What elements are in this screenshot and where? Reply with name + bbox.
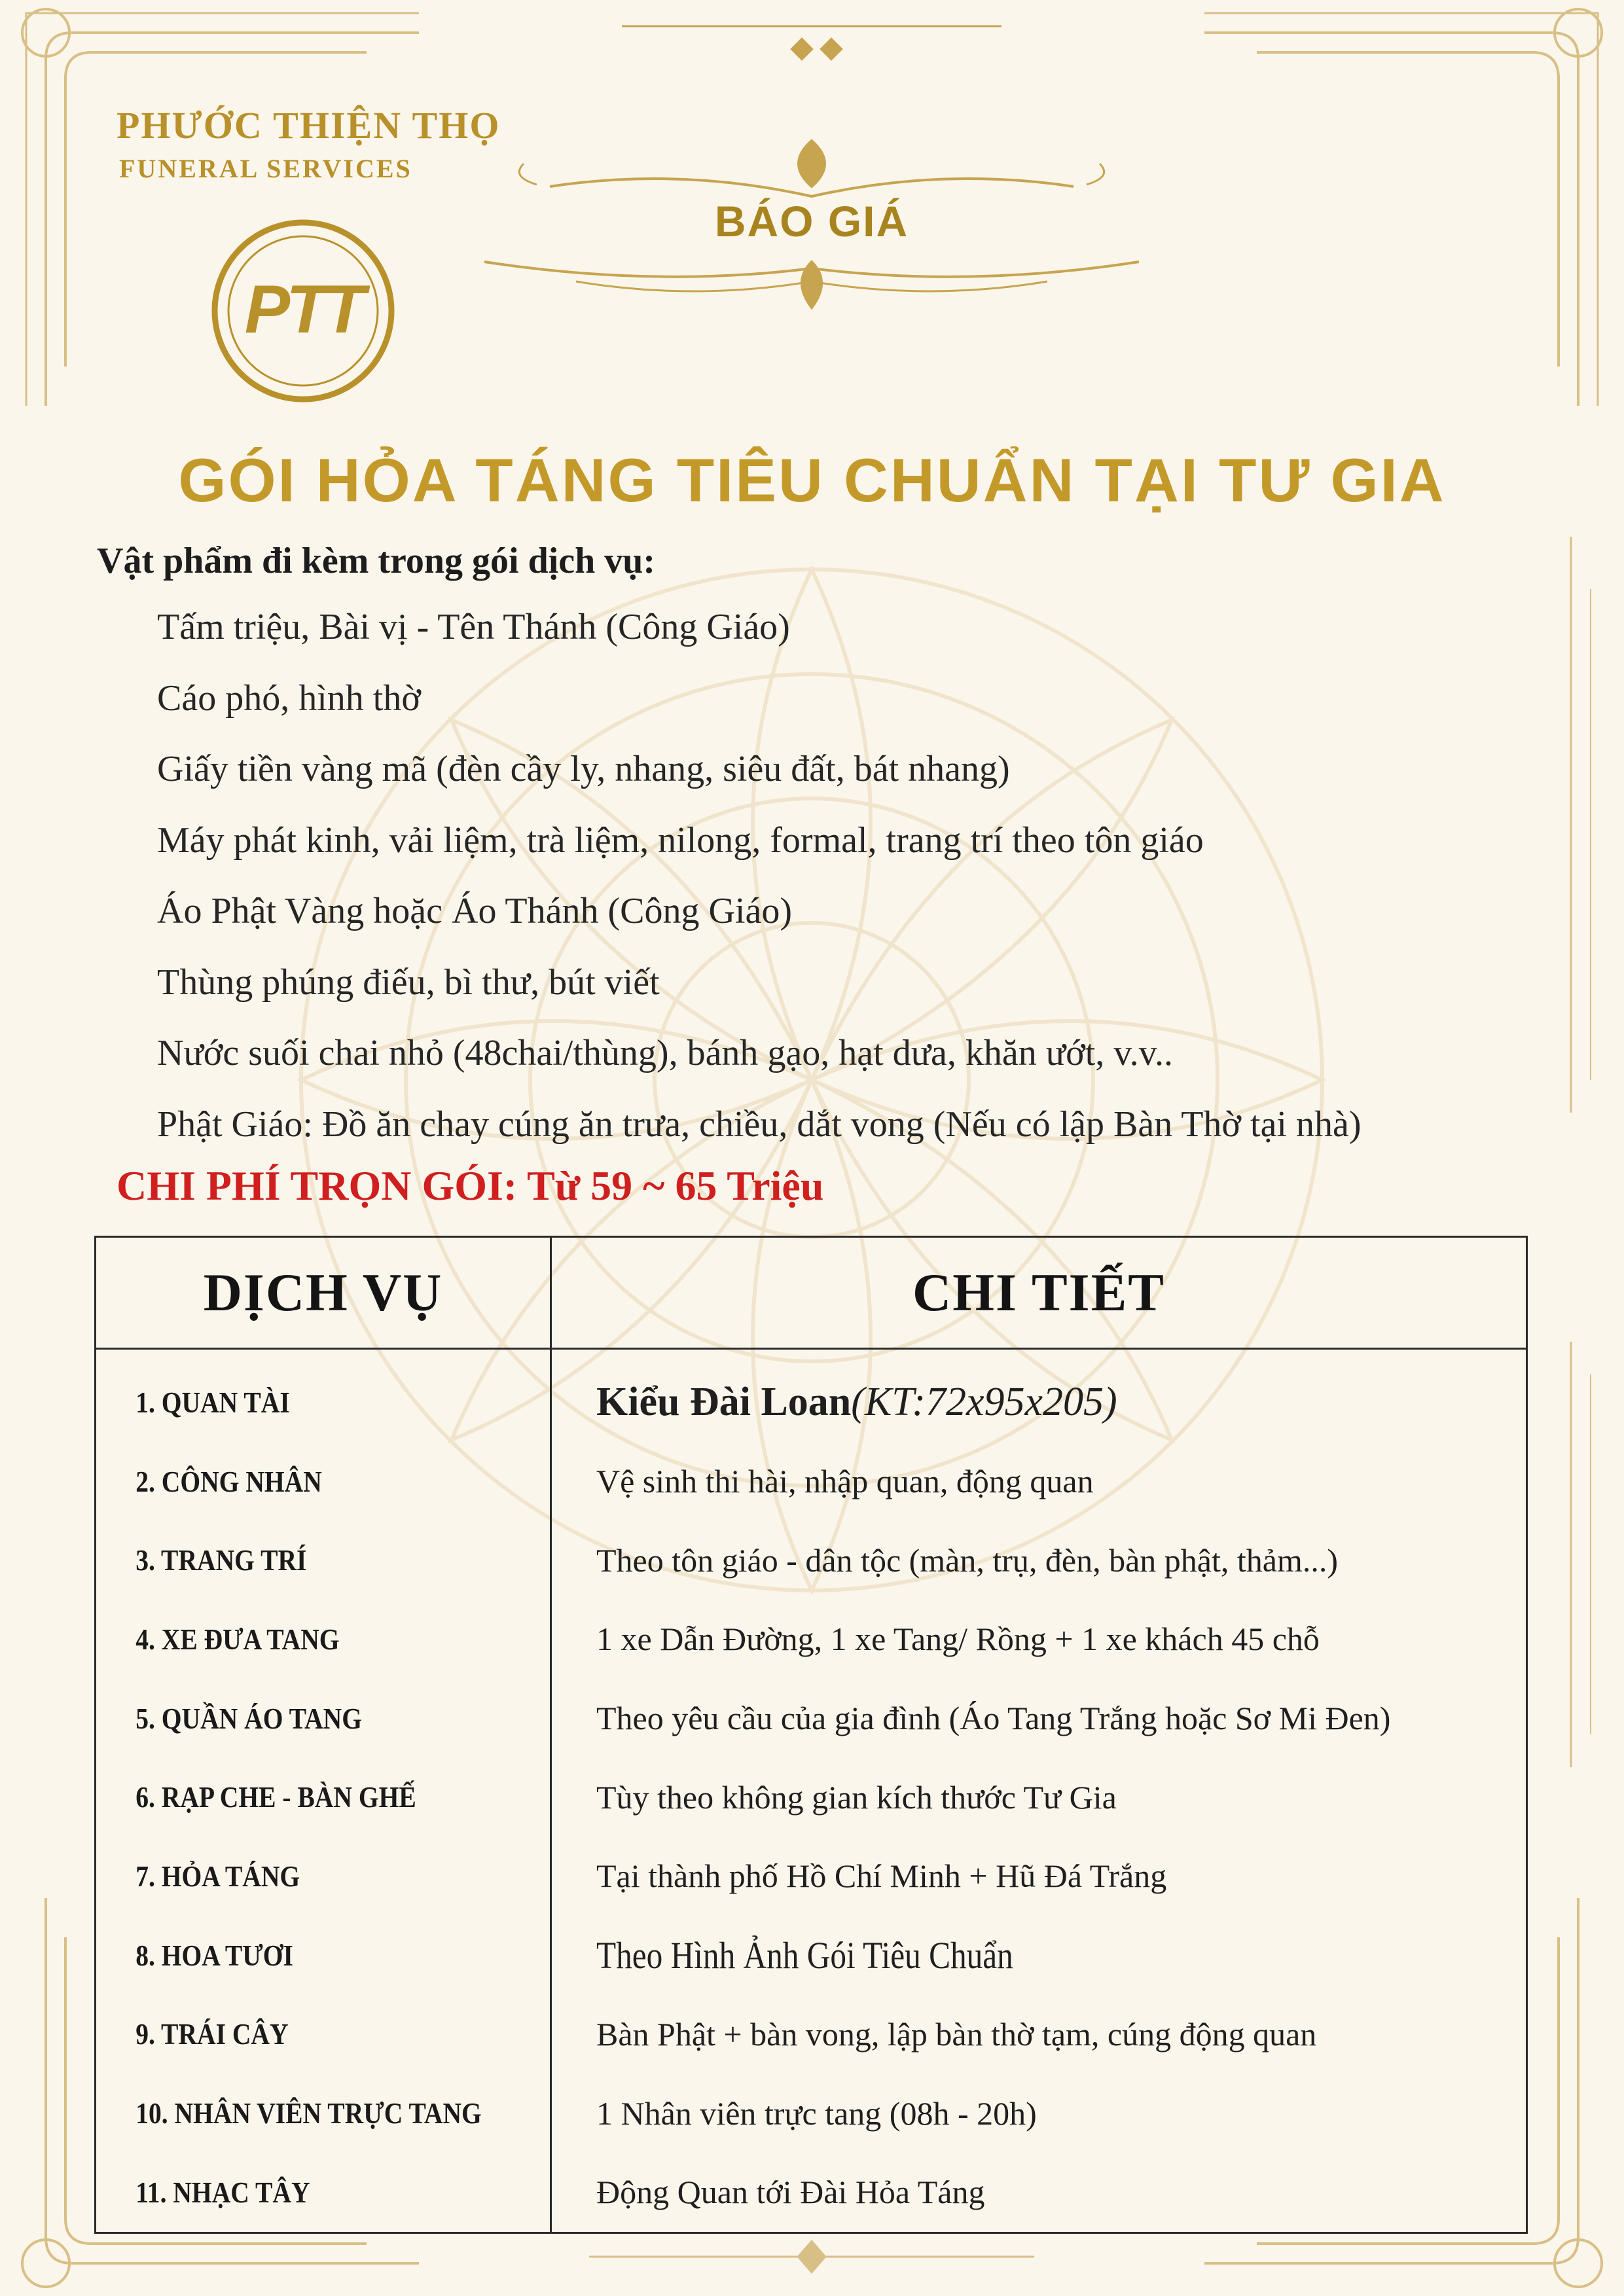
service-detail: Theo tôn giáo - dân tộc (màn, trụ, đèn, bàn phật, thảm...) [596, 1541, 1339, 1579]
list-item: Nước suối chai nhỏ (48chai/thùng), bánh gạo, hạt dưa, khăn ướt, v.v.. [157, 1033, 1174, 1073]
service-detail: Động Quan tới Đài Hỏa Táng [596, 2174, 985, 2211]
service-detail: Bàn Phật + bàn vong, lập bàn thờ tạm, cúng động quan [596, 2015, 1317, 2053]
list-item: Tấm triệu, Bài vị - Tên Thánh (Công Giáo) [157, 607, 790, 647]
coffin-size: (KT:72x95x205) [851, 1379, 1117, 1424]
brand-logo-letters: PTT [244, 272, 362, 348]
list-item: Phật Giáo: Đồ ăn chay cúng ăn trưa, chiều, dắt vong (Nếu có lập Bàn Thờ tại nhà) [157, 1103, 1362, 1145]
service-name: 6. RẠP CHE - BÀN GHẾ [135, 1780, 416, 1814]
list-item: Máy phát kinh, vải liệm, trà liệm, nilong, formal, trang trí theo tôn giáo [157, 819, 1204, 861]
list-item: Giấy tiền vàng mã (đèn cầy ly, nhang, siêu đất, bát nhang) [157, 749, 1010, 789]
service-name: 3. TRANG TRÍ [135, 1543, 307, 1577]
service-name: 7. HỎA TÁNG [135, 1859, 300, 1893]
service-detail: Tùy theo không gian kích thước Tư Gia [596, 1778, 1117, 1816]
service-name: 10. NHÂN VIÊN TRỰC TANG [135, 2096, 482, 2130]
detail-column [551, 1349, 1527, 2233]
service-detail [552, 1916, 1526, 1995]
list-item: Cáo phó, hình thờ [157, 677, 421, 719]
service-name: 9. TRÁI CÂY [135, 2017, 289, 2051]
service-name: 1. QUAN TÀI [135, 1385, 290, 1419]
table-header-row [96, 1237, 1527, 1349]
service-name: 4. XE ĐƯA TANG [135, 1622, 340, 1656]
header-detail: CHI TIẾT [551, 1237, 1527, 1349]
service-detail: Vệ sinh thi hài, nhập quan, động quan [596, 1463, 1094, 1500]
package-price: CHI PHÍ TRỌN GÓI: Từ 59 ~ 65 Triệu [117, 1162, 824, 1209]
coffin-style: Kiểu Đài Loan [596, 1379, 852, 1424]
service-column [96, 1349, 551, 2233]
services-table [94, 1236, 1528, 2234]
list-item: Áo Phật Vàng hoặc Áo Thánh (Công Giáo) [157, 891, 792, 931]
service-name: 5. QUẦN ÁO TANG [135, 1701, 363, 1735]
brand-logo [208, 216, 398, 406]
service-detail-text: Theo Hình Ảnh Gói Tiêu Chuẩn [596, 1933, 1013, 1977]
service-detail: Theo yêu cầu của gia đình (Áo Tang Trắng hoặc Sơ Mi Đen) [596, 1700, 1391, 1737]
service-name: 8. HOA TƯƠI [135, 1938, 293, 1972]
list-item: Thùng phúng điếu, bì thư, bút viết [157, 961, 660, 1003]
header-service: DỊCH VỤ [96, 1237, 551, 1349]
service-detail: 1 Nhân viên trực tang (08h - 20h) [596, 2094, 1037, 2132]
brand-name: PHƯỚC THIỆN THỌ [117, 104, 501, 147]
service-name: 11. NHẠC TÂY [135, 2175, 310, 2209]
header-ornament [484, 26, 1139, 308]
items-heading: Vật phẩm đi kèm trong gói dịch vụ: [97, 541, 656, 581]
brand-subtitle: FUNERAL SERVICES [119, 154, 412, 183]
service-detail: 1 xe Dẫn Đường, 1 xe Tang/ Rồng + 1 xe khách 45 chỗ [596, 1621, 1320, 1658]
service-detail [552, 1363, 1526, 1442]
page-title: GÓI HỎA TÁNG TIÊU CHUẨN TẠI TƯ GIA [178, 446, 1446, 514]
service-name: 2. CÔNG NHÂN [135, 1464, 322, 1498]
document-label: BÁO GIÁ [714, 197, 909, 245]
included-items-list [157, 601, 1362, 1169]
service-detail: Tại thành phố Hồ Chí Minh + Hũ Đá Trắng [596, 1857, 1167, 1895]
